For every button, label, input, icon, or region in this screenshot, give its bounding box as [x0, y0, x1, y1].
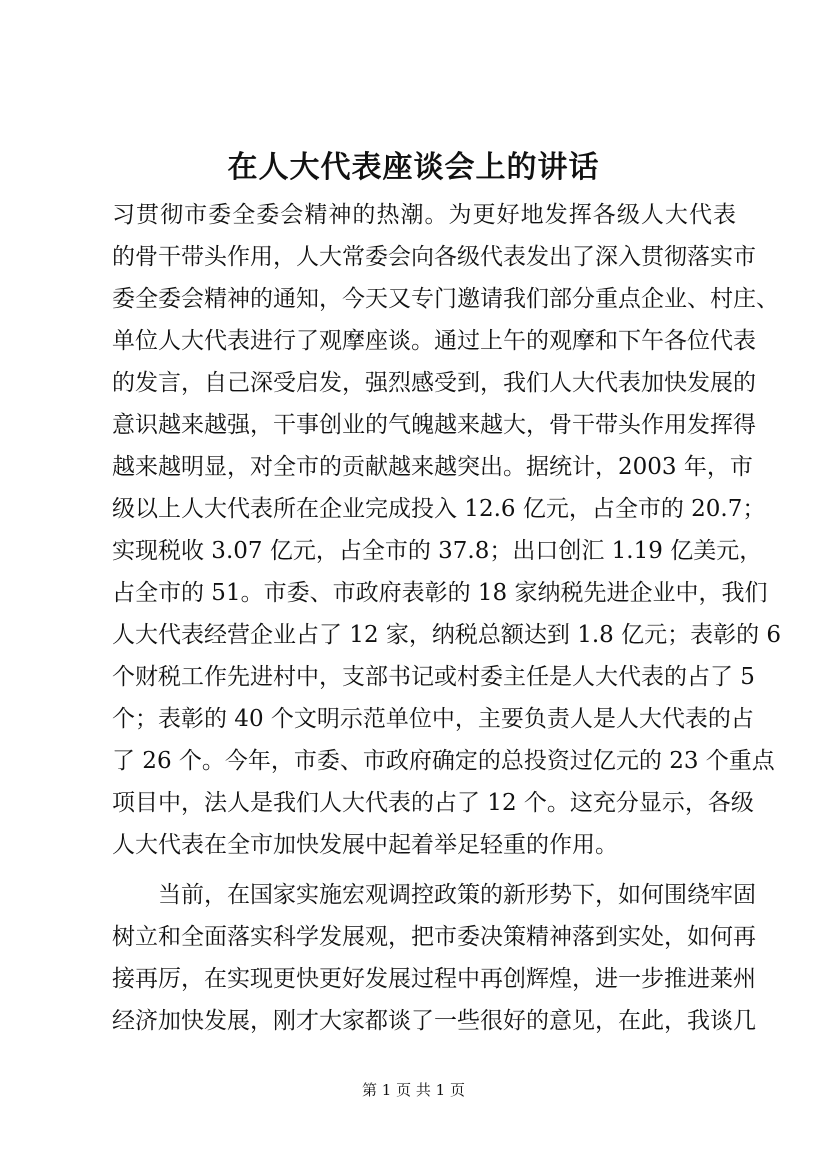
paragraph-gap [112, 866, 736, 874]
paragraph-1-line: 占全市的 51。市委、市政府表彰的 18 家纳税先进企业中，我们 [112, 580, 768, 606]
document-title: 在人大代表座谈会上的讲话 [227, 150, 600, 185]
paragraph-1-line: 个；表彰的 40 个文明示范单位中，主要负责人是人大代表的占 [112, 706, 754, 732]
paragraph-1-line: 了 26 个。今年，市委、市政府确定的总投资过亿元的 23 个重点 [112, 748, 775, 774]
paragraph-1-line: 越来越明显，对全市的贡献越来越突出。据统计，2003 年，市 [112, 454, 753, 480]
page-footer: 第 1 页 共 1 页 [362, 1081, 465, 1099]
paragraph-1-line: 的骨干带头作用，人大常委会向各级代表发出了深入贯彻落实市 [112, 244, 756, 270]
paragraph-2-line: 当前，在国家实施宏观调控政策的新形势下，如何围绕牢固 [158, 882, 756, 908]
document-body [112, 194, 782, 1042]
paragraph-1-line: 人大代表在全市加快发展中起着举足轻重的作用。 [112, 832, 618, 858]
paragraph-1-line: 习贯彻市委全委会精神的热潮。为更好地发挥各级人大代表 [112, 202, 736, 228]
paragraph-1-line: 个财税工作先进村中，支部书记或村委主任是人大代表的占了 5 [112, 664, 755, 690]
paragraph-1-line: 项目中，法人是我们人大代表的占了 12 个。这充分显示，各级 [112, 790, 754, 816]
paragraph-1-line: 人大代表经营企业占了 12 家，纳税总额达到 1.8 亿元；表彰的 6 [112, 622, 782, 648]
paragraph-2-line: 接再厉，在实现更快更好发展过程中再创辉煌，进一步推进莱州 [112, 966, 756, 992]
paragraph-1-line: 意识越来越强，干事创业的气魄越来越大，骨干带头作用发挥得 [112, 412, 756, 438]
paragraph-1-line: 的发言，自己深受启发，强烈感受到，我们人大代表加快发展的 [112, 370, 756, 396]
paragraph-1-line: 单位人大代表进行了观摩座谈。通过上午的观摩和下午各位代表 [112, 328, 756, 354]
paragraph-1-line: 委全委会精神的通知，今天又专门邀请我们部分重点企业、村庄、 [112, 286, 779, 312]
paragraph-1-line: 实现税收 3.07 亿元，占全市的 37.8；出口创汇 1.19 亿美元， [112, 538, 763, 564]
paragraph-1-line: 级以上人大代表所在企业完成投入 12.6 亿元，占全市的 20.7； [112, 496, 766, 522]
paragraph-2-line: 树立和全面落实科学发展观，把市委决策精神落到实处，如何再 [112, 924, 756, 950]
paragraph-2-line: 经济加快发展，刚才大家都谈了一些很好的意见，在此，我谈几 [112, 1008, 756, 1034]
